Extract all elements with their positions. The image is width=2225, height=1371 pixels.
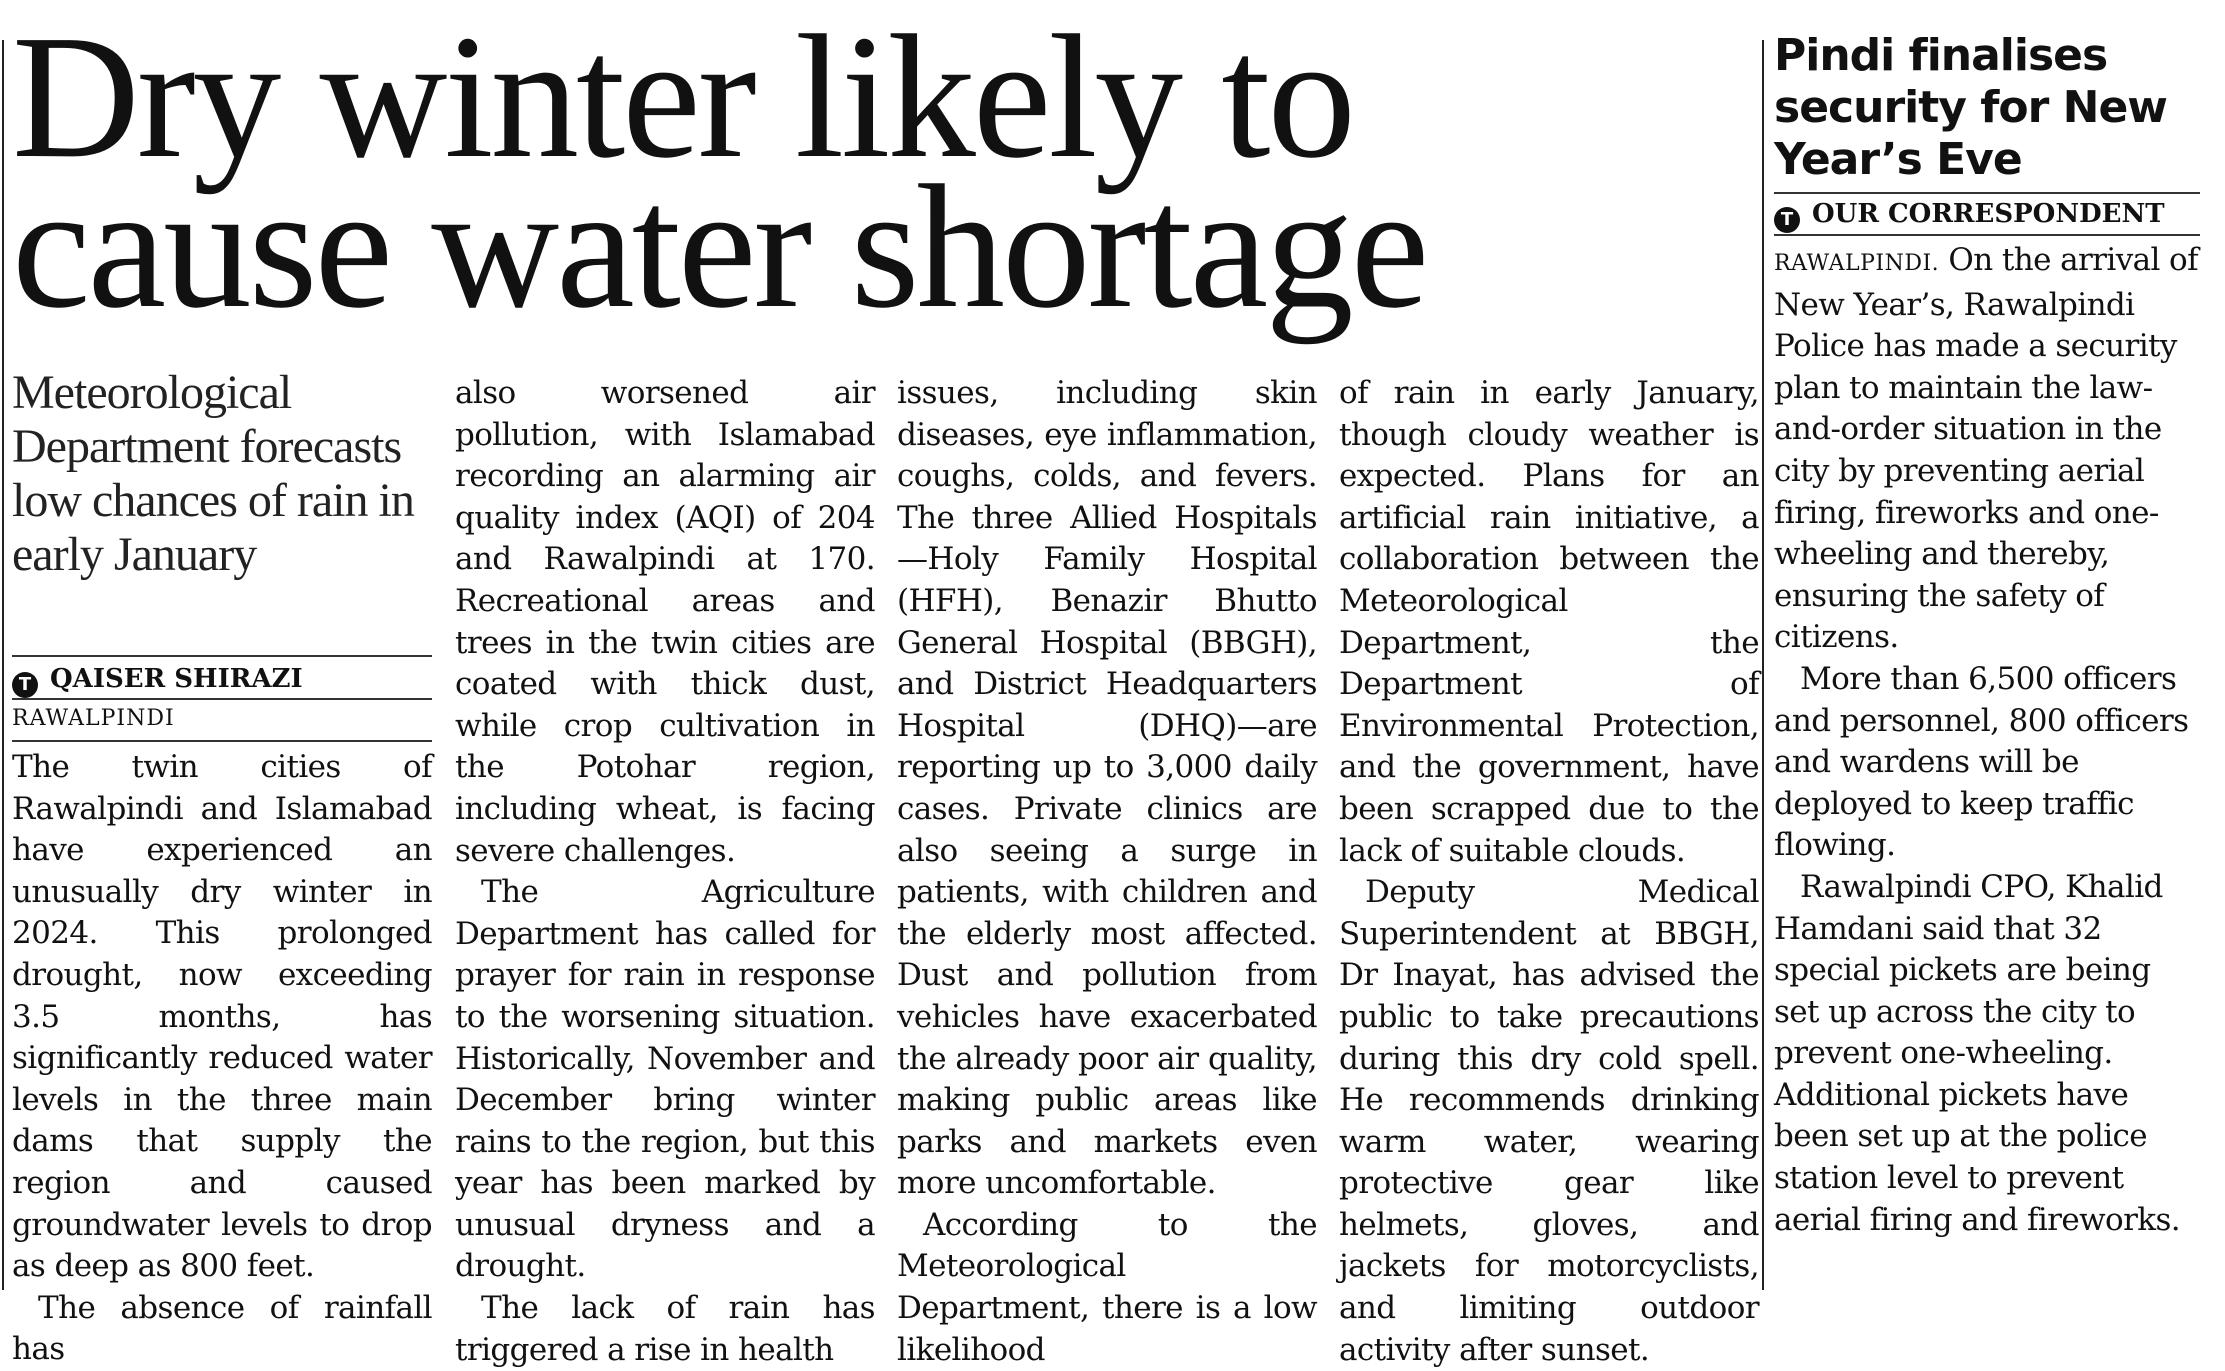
paragraph-text: On the arrival of New Year’s, Rawalpindi Police has made a security plan to maintain the law-and-order situation in the city by preventing aerial firing, fireworks and one-wheeling and thereby, ensuring the safety of citizens.	[1774, 242, 2198, 656]
paragraph: issues, including skin diseases, eye inflammation, coughs, colds, and fevers. The three Allied Hospitals—Holy Family Hospital (HFH), Benazir Bhutto General Hospital (BBGH), and District Headquarters Hospital (DHQ)—are reporting up to 3,000 daily cases. Private clinics are also seeing a surge in patients, with children and the elderly most affected. Dust and pollution from vehicles have exacerbated the already poor air quality, making public areas like parks and markets even more uncomfortable.	[897, 375, 1317, 1202]
paragraph: The Agriculture Department has called for prayer for rain in response to the worsening situation. Historically, November and December bring winter rains to the region, but this year has been marked by unusual dryness and a drought.	[455, 874, 875, 1285]
byline-bottom-rule	[12, 698, 432, 700]
side-byline-bottom-rule	[1774, 234, 2200, 236]
headline: Dry winter likely to cause water shortage	[12, 0, 1427, 345]
side-story	[1774, 30, 2200, 1241]
paragraph: The twin cities of Rawalpindi and Islamabad have experienced an unusually dry winter in 2024. This prolonged drought, now exceeding 3.5 months, has significantly reduced water levels in the three main dams that supply the region and caused groundwater levels to drop as deep as 800 feet.	[12, 749, 432, 1285]
paragraph: According to the Meteorological Department, there is a low likelihood	[897, 1206, 1317, 1368]
tribune-logo-icon: T	[1774, 207, 1800, 233]
paragraph: More than 6,500 officers and personnel, 800 officers and wardens will be deployed to keep traffic flowing.	[1774, 660, 2189, 864]
byline	[12, 662, 432, 696]
main-story	[12, 0, 1759, 1368]
dateline: RAWALPINDI	[12, 706, 175, 731]
column-2	[455, 373, 875, 1371]
sidebar-column-rule	[1762, 40, 1764, 1290]
column-3	[897, 373, 1317, 1371]
column-1	[12, 747, 432, 1371]
dateline-rule	[12, 740, 432, 742]
column-4	[1339, 373, 1759, 1371]
deck-subheadline: Meteorological Department forecasts low chances of rain in early January	[12, 366, 414, 581]
paragraph: The lack of rain has triggered a rise in health	[455, 1290, 875, 1368]
paragraph: also worsened air pollution, with Islamabad recording an alarming air quality index (AQI) of 204 and Rawalpindi at 170. Recreational areas and trees in the twin cities are coated with thick dust, while crop cultivation in the Potohar region, including wheat, is facing severe challenges.	[455, 375, 875, 869]
side-body	[1774, 240, 2200, 1241]
paragraph: Deputy Medical Superintendent at BBGH, Dr Inayat, has advised the public to take precautions during this dry cold spell. He recommends drinking warm water, wearing protective gear like helmets, gloves, and jackets for motorcyclists, and limiting outdoor activity after sunset.	[1339, 874, 1759, 1368]
side-headline: Pindi finalises security for New Year’s Eve	[1774, 30, 2167, 185]
byline-top-rule	[12, 655, 432, 657]
side-byline-author: OUR CORRESPONDENT	[1812, 199, 2165, 229]
side-dateline: RAWALPINDI.	[1774, 251, 1940, 276]
paragraph: of rain in early January, though cloudy weather is expected. Plans for an artificial rain initiative, a collaboration between the Meteorological Department, the Department of Environmental Protection, and the government, have been scrapped due to the lack of suitable clouds.	[1339, 375, 1759, 869]
byline-author: QAISER SHIRAZI	[50, 664, 303, 694]
paragraph: The absence of rainfall has	[12, 1289, 432, 1368]
paragraph: Rawalpindi CPO, Khalid Hamdani said that 32 special pickets are being set up across the city to prevent one-wheeling. Additional pickets have been set up at the police station level to prevent aerial firing and fireworks.	[1774, 868, 2181, 1238]
paragraph	[1774, 240, 2200, 659]
tribune-logo-icon: T	[12, 672, 38, 698]
left-column-rule	[2, 40, 4, 1290]
side-byline	[1774, 194, 2200, 234]
